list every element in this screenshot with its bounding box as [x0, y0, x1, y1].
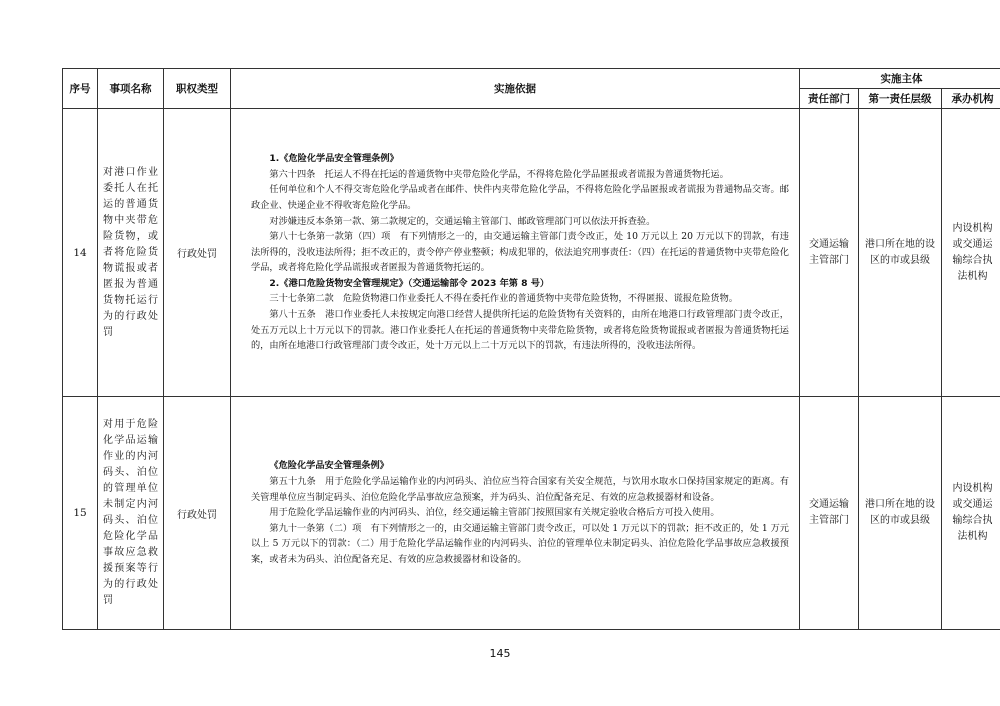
header-basis: 实施依据	[231, 69, 800, 109]
table-row	[63, 397, 1000, 630]
basis-paragraph: 第八十七条第一款第（四）项 有下列情形之一的，由交通运输主管部门责令改正，处 10 万元以上 20 万元以下的罚款，有违法所得的，没收违法所得；拒不改正的，责令停产停业整顿；构成犯罪的，依法追究刑事责任：（四）在托运的普通货物中夹带危险化学品，或者将危险化学品谎报或者匿报为普通货物托运的。	[251, 231, 789, 274]
law-title: 1.《危险化学品安全管理条例》	[269, 153, 399, 165]
basis-paragraph: 第五十九条 用于危险化学品运输作业的内河码头、泊位应当符合国家有关安全规范，与饮用水取水口保持国家规定的距离。有关管理单位应当制定码头、泊位危险化学品事故应急预案，并为码头、泊位配备充足、有效的应急救援器材和设备。	[251, 476, 789, 503]
header-undertaking-org: 承办机构	[942, 89, 1000, 109]
basis-paragraph: 第八十五条 港口作业委托人未按规定向港口经营人提供所托运的危险货物有关资料的，由所在地港口行政管理部门责令改正，处五万元以上十万元以下的罚款。港口作业委托人在托运的普通货物中夹带危险货物，或者将危险货物谎报或者匿报为普通货物托运的，由所在地港口行政管理部门责令改正，处十万元以上二十万元以下的罚款，有违法所得的，没收违法所得。	[251, 309, 789, 352]
table-row	[63, 109, 1000, 397]
row-power-type: 行政处罚	[164, 109, 231, 397]
row-first-level: 港口所在地的设区的市或县级	[859, 397, 942, 630]
law-title: 2.《港口危险货物安全管理规定》（交通运输部令 2023 年第 8 号）	[269, 277, 550, 289]
row-responsible-dept: 交通运输主管部门	[800, 397, 859, 630]
row-undertaking-org: 内设机构或交通运输综合执法机构	[942, 109, 1000, 397]
row-number: 15	[63, 397, 98, 630]
row-item-name: 对港口作业委托人在托运的普通货物中夹带危险货物，或者将危险货物谎报或者匿报为普通货物托运行为的行政处罚	[98, 109, 164, 397]
basis-paragraph: 第九十一条第（二）项 有下列情形之一的，由交通运输主管部门责令改正，可以处 1 万元以下的罚款；拒不改正的，处 1 万元以上 5 万元以下的罚款：（二）用于危险化学品运输作业的内河码头、泊位的管理单位未制定码头、泊位危险化学品事故应急救援预案，或者未为码头、泊位配备充足、有效的应急救援器材和设备的。	[251, 522, 789, 565]
header-subject: 实施主体	[800, 69, 1000, 89]
row-basis	[231, 109, 800, 397]
basis-paragraph: 任何单位和个人不得交寄危险化学品或者在邮件、快件内夹带危险化学品，不得将危险化学品匿报或者谎报为普通物品交寄。邮政企业、快递企业不得收寄危险化学品。	[251, 184, 789, 211]
row-item-name: 对用于危险化学品运输作业的内河码头、泊位的管理单位未制定内河码头、泊位危险化学品事故应急救援预案等行为的行政处罚	[98, 397, 164, 630]
row-undertaking-org: 内设机构或交通运输综合执法机构	[942, 397, 1000, 630]
basis-paragraph: 三十七条第二款 危险货物港口作业委托人不得在委托作业的普通货物中夹带危险货物，不得匿报、谎报危险货物。	[269, 293, 738, 305]
header-power-type: 职权类型	[164, 69, 231, 109]
row-responsible-dept: 交通运输主管部门	[800, 109, 859, 397]
law-title: 《危险化学品安全管理条例》	[269, 460, 389, 472]
header-item-name: 事项名称	[98, 69, 164, 109]
enforcement-table	[62, 68, 1000, 630]
row-power-type: 行政处罚	[164, 397, 231, 630]
basis-paragraph: 对涉嫌违反本条第一款、第二款规定的，交通运输主管部门、邮政管理部门可以依法开拆查验。	[269, 215, 656, 227]
header-seq: 序号	[63, 69, 98, 109]
basis-paragraph: 用于危险化学品运输作业的内河码头、泊位，经交通运输主管部门按照国家有关规定验收合格后方可投入使用。	[269, 507, 720, 519]
basis-paragraph: 第六十四条 托运人不得在托运的普通货物中夹带危险化学品，不得将危险化学品匿报或者谎报为普通货物托运。	[269, 168, 729, 180]
header-first-level: 第一责任层级	[859, 89, 942, 109]
row-first-level: 港口所在地的设区的市或县级	[859, 109, 942, 397]
row-basis	[231, 397, 800, 630]
page-number: 145	[489, 647, 511, 660]
header-responsible-dept: 责任部门	[800, 89, 859, 109]
row-number: 14	[63, 109, 98, 397]
header-row	[63, 69, 1000, 89]
